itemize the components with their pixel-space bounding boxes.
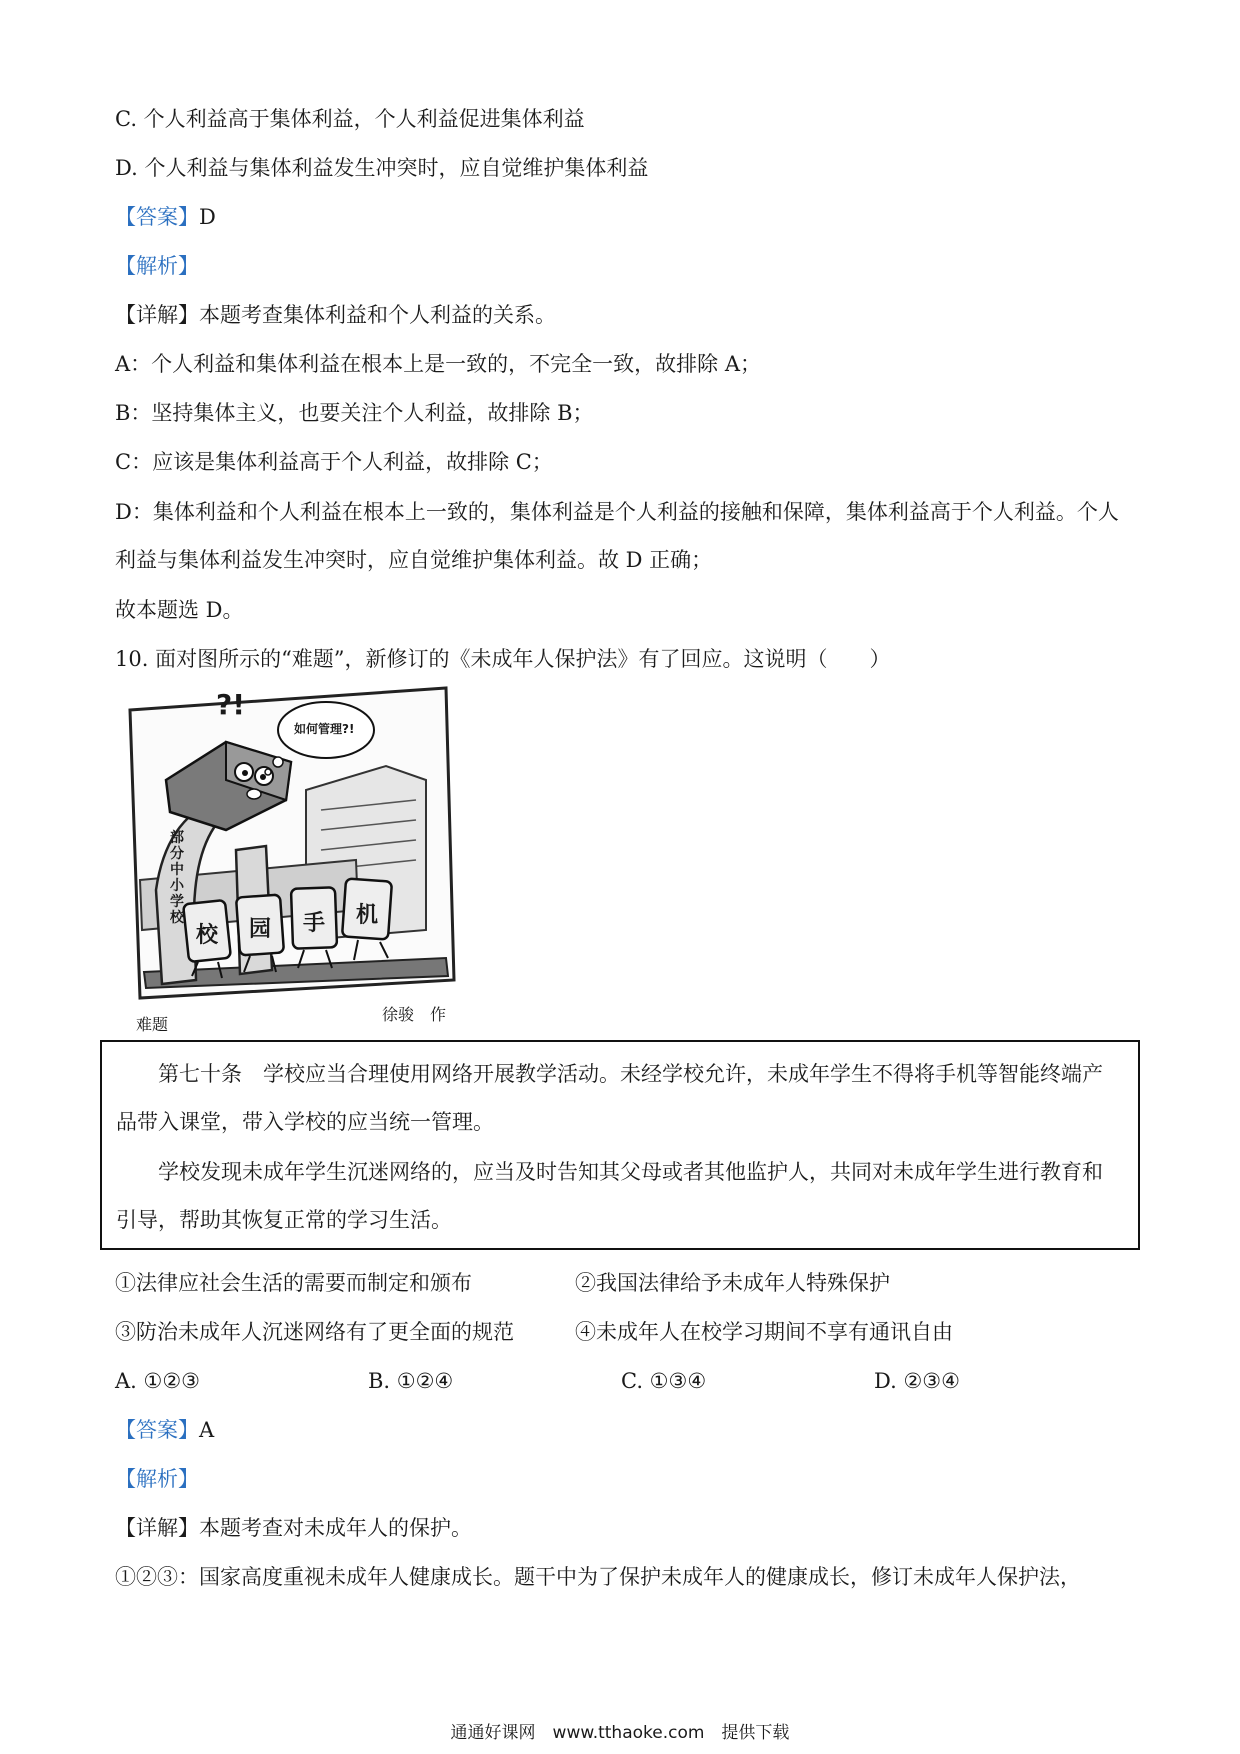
statement-1: ①法律应社会生活的需要而制定和颁布	[115, 1271, 472, 1295]
q9-line-a: A：个人利益和集体利益在根本上是一致的，不完全一致，故排除 A；	[115, 352, 762, 376]
detail-label: 【详解】	[115, 303, 199, 327]
q9-analysis-label	[115, 251, 199, 281]
law-article-box	[100, 1040, 1140, 1250]
choice-c: C. ①③④	[621, 1369, 707, 1393]
law-paragraph-1: 第七十条 学校应当合理使用网络开展教学活动。未经学校允许，未成年学生不得将手机等智能终端产品带入课堂，带入学校的应当统一管理。	[116, 1062, 1103, 1134]
q9-line-c: C：应该是集体利益高于个人利益，故排除 C；	[115, 450, 553, 474]
statement-4: ④未成年人在校学习期间不享有通讯自由	[575, 1320, 953, 1344]
choice-a: A. ①②③	[115, 1369, 200, 1393]
q9-conclusion: 故本题选 D。	[115, 598, 244, 622]
detail-label: 【详解】	[115, 1516, 199, 1540]
q9-line-b: B：坚持集体主义，也要关注个人利益，故排除 B；	[115, 401, 594, 425]
q9-d-paragraph: D：集体利益和个人利益在根本上一致的，集体利益是个人利益的接触和保障，集体利益高于个人利益。个人利益与集体利益发生冲突时，应自觉维护集体利益。故 D 正确；	[115, 500, 1119, 572]
cartoon-caption-left: 难题	[136, 1015, 169, 1034]
phone-char-3: 手	[303, 911, 326, 936]
analysis-label: 【解析】	[115, 254, 199, 278]
q10-last-line: ①②③：国家高度重视未成年人健康成长。题干中为了保护未成年人的健康成长，修订未成年人保护法，	[115, 1565, 1081, 1589]
choice-d: D. ②③④	[874, 1369, 960, 1393]
q10-stem: 10. 面对图所示的“难题”，新修订的《未成年人保护法》有了回应。这说明（ ）	[115, 647, 891, 671]
q10-answer	[115, 1415, 214, 1445]
answer-value: D	[199, 205, 216, 229]
cartoon-illustration	[126, 680, 456, 1035]
q9-option-d: D. 个人利益与集体利益发生冲突时，应自觉维护集体利益	[115, 156, 649, 180]
q10-detail	[115, 1513, 472, 1543]
answer-label: 【答案】	[115, 1418, 199, 1442]
cartoon-caption-right: 徐骏 作	[382, 1005, 447, 1024]
detail-text: 本题考查集体利益和个人利益的关系。	[199, 303, 556, 327]
phone-char-4: 机	[356, 903, 379, 928]
phone-char-1: 校	[196, 923, 219, 948]
phone-char-2: 园	[249, 917, 272, 942]
answer-label: 【答案】	[115, 205, 199, 229]
cartoon-bubble-text: 如何管理?!	[294, 722, 355, 736]
q9-answer	[115, 202, 216, 232]
q9-option-c: C. 个人利益高于集体利益，个人利益促进集体利益	[115, 107, 585, 131]
page-footer: 通通好课网 www.tthaoke.com 提供下载	[450, 1723, 790, 1743]
statement-2: ②我国法律给予未成年人特殊保护	[575, 1271, 890, 1295]
cartoon-marks: ?!	[216, 688, 246, 721]
answer-value: A	[199, 1418, 215, 1442]
analysis-label: 【解析】	[115, 1467, 199, 1491]
cartoon-gate-text: 部分中小学校	[170, 830, 184, 926]
statement-3: ③防治未成年人沉迷网络有了更全面的规范	[115, 1320, 514, 1344]
law-paragraph-2: 学校发现未成年学生沉迷网络的，应当及时告知其父母或者其他监护人，共同对未成年学生进行教育和引导，帮助其恢复正常的学习生活。	[116, 1160, 1103, 1232]
detail-text: 本题考查对未成年人的保护。	[199, 1516, 472, 1540]
q9-detail	[115, 300, 556, 330]
choice-b: B. ①②④	[368, 1369, 454, 1393]
q10-analysis-label	[115, 1464, 199, 1494]
